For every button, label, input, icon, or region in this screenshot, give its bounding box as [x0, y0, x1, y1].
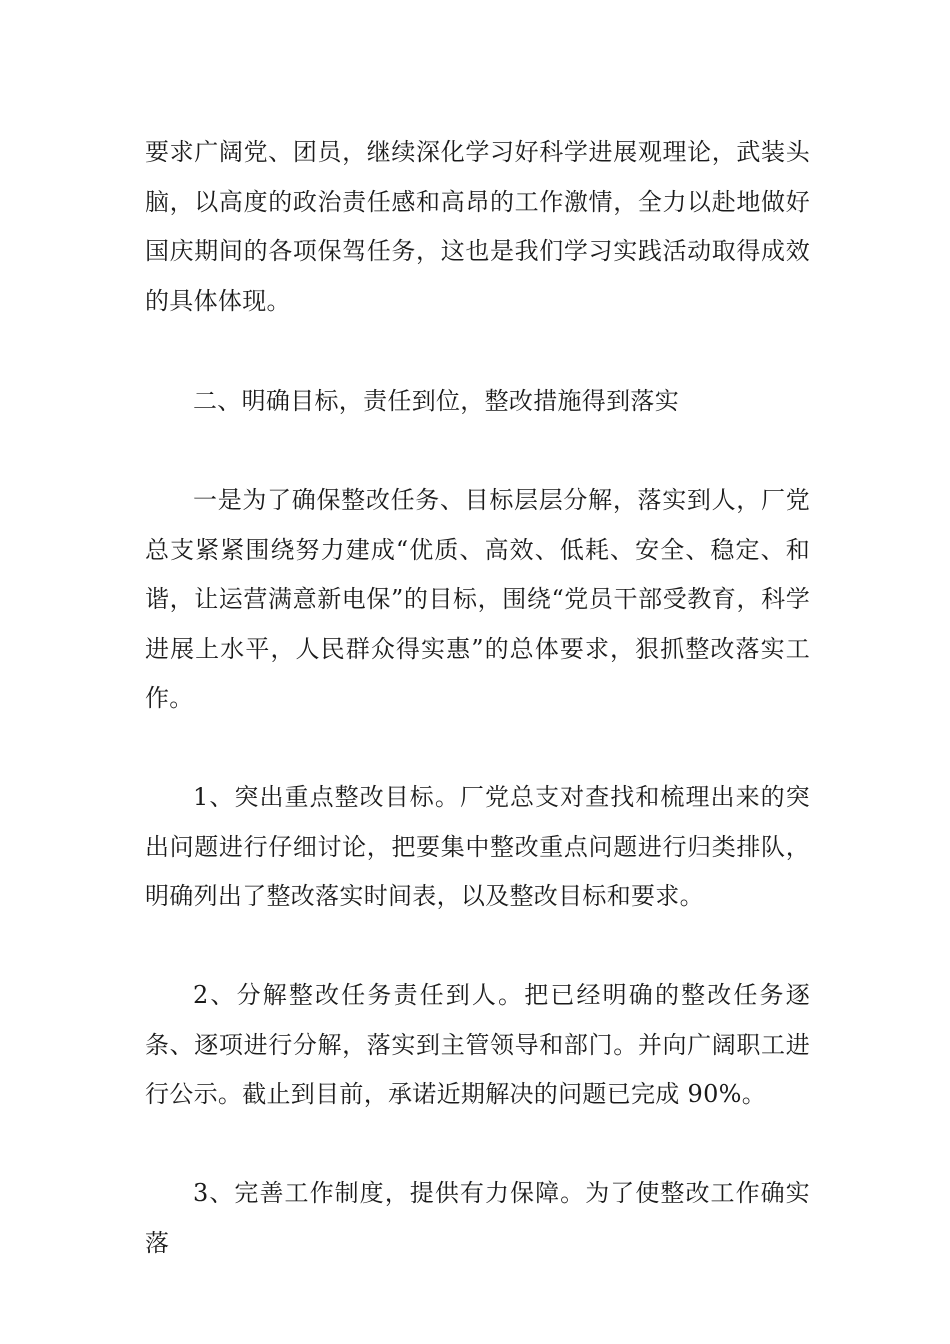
body-paragraph-6: 3、完善工作制度，提供有力保障。为了使整改工作确实落 — [145, 1179, 810, 1257]
body-paragraph-1: 要求广阔党、团员，继续深化学习好科学进展观理论，武装头脑，以高度的政治责任感和高昂的工作激情，全力以赴地做好国庆期间的各项保驾任务，这也是我们学习实践活动取得成效的具体体现。 — [145, 138, 810, 315]
section-heading-2: 二、明确目标，责任到位，整改措施得到落实 — [193, 387, 679, 415]
body-paragraph-5: 2、分解整改任务责任到人。把已经明确的整改任务逐条、逐项进行分解，落实到主管领导和部门。并向广阔职工进行公示。截止到目前，承诺近期解决的问题已完成 90%。 — [145, 981, 810, 1108]
body-paragraph-4: 1、突出重点整改目标。厂党总支对查找和梳理出来的突出问题进行仔细讨论，把要集中整改重点问题进行归类排队，明确列出了整改落实时间表，以及整改目标和要求。 — [145, 783, 810, 910]
body-paragraph-3: 一是为了确保整改任务、目标层层分解，落实到人，厂党总支紧紧围绕努力建成“优质、高效、低耗、安全、稳定、和谐，让运营满意新电保”的目标，围绕“党员干部受教育，科学进展上水平，人民群众得实惠”的总体要求，狠抓整改落实工作。 — [145, 486, 810, 712]
